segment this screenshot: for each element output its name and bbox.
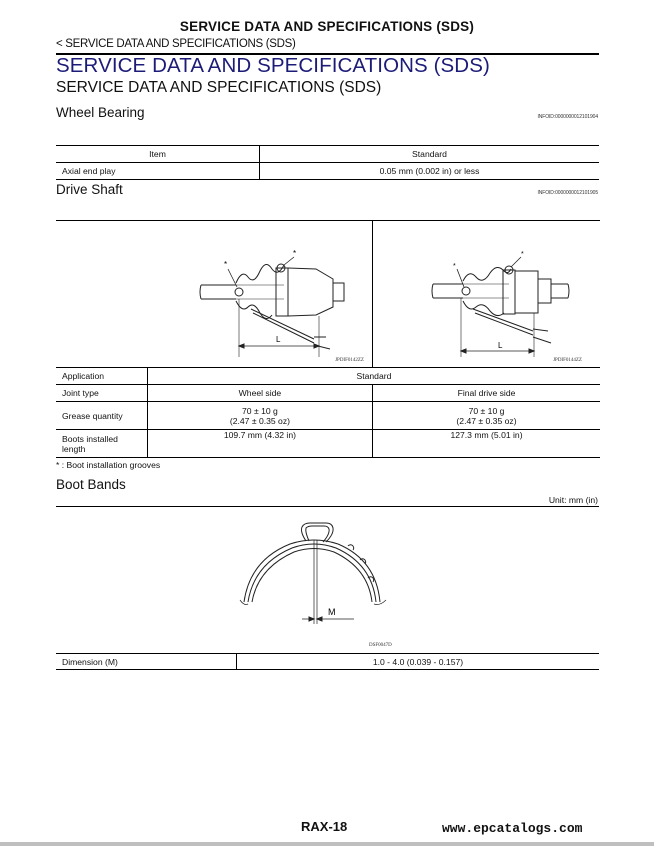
drive-shaft-title: Drive Shaft: [56, 182, 123, 197]
application-label: Application: [56, 368, 147, 385]
drive-shaft-infoid: INFOID:0000000012101905: [537, 190, 598, 196]
boot-bands-table: [56, 653, 599, 670]
grease-quantity-label: Grease quantity: [56, 402, 147, 430]
grease-value-line: (2.47 ± 0.35 oz): [229, 415, 290, 426]
wheel-bearing-table: [56, 145, 599, 180]
unit-label: Unit: mm (in): [548, 495, 598, 505]
running-header: SERVICE DATA AND SPECIFICATIONS (SDS): [179, 19, 475, 34]
joint-type-label: Joint type: [56, 385, 147, 402]
wheel-bearing-infoid: INFOID:0000000012101904: [537, 114, 598, 120]
footer-bar: [0, 842, 654, 846]
cell-dimension-label: Dimension (M): [56, 654, 237, 670]
page-title: SERVICE DATA AND SPECIFICATIONS (SDS): [56, 54, 490, 77]
breadcrumb[interactable]: < SERVICE DATA AND SPECIFICATIONS (SDS): [56, 38, 296, 50]
column-header-standard: Standard: [260, 146, 600, 163]
groove-mark: *: [224, 260, 228, 269]
table-row: [56, 368, 600, 385]
table-row: [56, 163, 599, 180]
boot-band-figure: [230, 520, 410, 630]
boots-length-final-drive-side: 127.3 mm (5.01 in): [373, 430, 601, 458]
table-header-row: [56, 146, 599, 163]
wheel-bearing-title: Wheel Bearing: [56, 105, 145, 120]
figure-label: JPDIF0144ZZ: [553, 358, 582, 363]
joint-type-wheel-side: Wheel side: [147, 385, 372, 402]
drive-shaft-table: [56, 220, 600, 458]
groove-mark: *: [453, 263, 456, 270]
drive-shaft-wheel-side-figure: [56, 221, 372, 367]
boots-length-wheel-side: 109.7 mm (4.32 in): [147, 430, 372, 458]
boot-bands-title: Boot Bands: [56, 477, 126, 492]
table-row: [56, 385, 600, 402]
grease-value-line: 70 ± 10 g: [242, 405, 278, 416]
drive-shaft-final-drive-side-figure: [373, 221, 600, 367]
figure-cell-final-drive-side: [373, 221, 601, 368]
groove-mark: *: [521, 251, 524, 258]
table-row: [56, 430, 600, 458]
boots-installed-length-label: Boots installed length: [56, 430, 147, 458]
cell-dimension-value: 1.0 - 4.0 (0.039 - 0.157): [237, 654, 600, 670]
grease-value-line: (2.47 ± 0.35 oz): [456, 415, 517, 426]
table-row: [56, 402, 600, 430]
application-value: Standard: [147, 368, 600, 385]
figure-cell-wheel-side: [56, 221, 373, 368]
dimension-label-l: L: [276, 335, 281, 344]
footnote: * : Boot installation grooves: [56, 460, 161, 470]
cell-item: Axial end play: [56, 163, 260, 180]
groove-mark: *: [293, 249, 297, 258]
page-number: RAX-18: [301, 819, 348, 834]
grease-final-drive-side: [373, 402, 601, 430]
figure-label: JPDIF0142ZZ: [335, 358, 364, 363]
section-subtitle: SERVICE DATA AND SPECIFICATIONS (SDS): [56, 79, 382, 96]
cell-standard: 0.05 mm (0.002 in) or less: [260, 163, 600, 180]
grease-wheel-side: [147, 402, 372, 430]
grease-value-line: 70 ± 10 g: [468, 405, 505, 416]
figure-label: DSF0047D: [369, 643, 392, 648]
figure-row: [56, 221, 600, 368]
table-row: [56, 654, 599, 670]
boot-bands-divider: [56, 506, 599, 507]
dimension-label-m: M: [328, 607, 336, 617]
column-header-item: Item: [56, 146, 260, 163]
joint-type-final-drive-side: Final drive side: [373, 385, 601, 402]
website-watermark[interactable]: www.epcatalogs.com: [442, 821, 583, 836]
dimension-label-l: L: [498, 341, 503, 350]
